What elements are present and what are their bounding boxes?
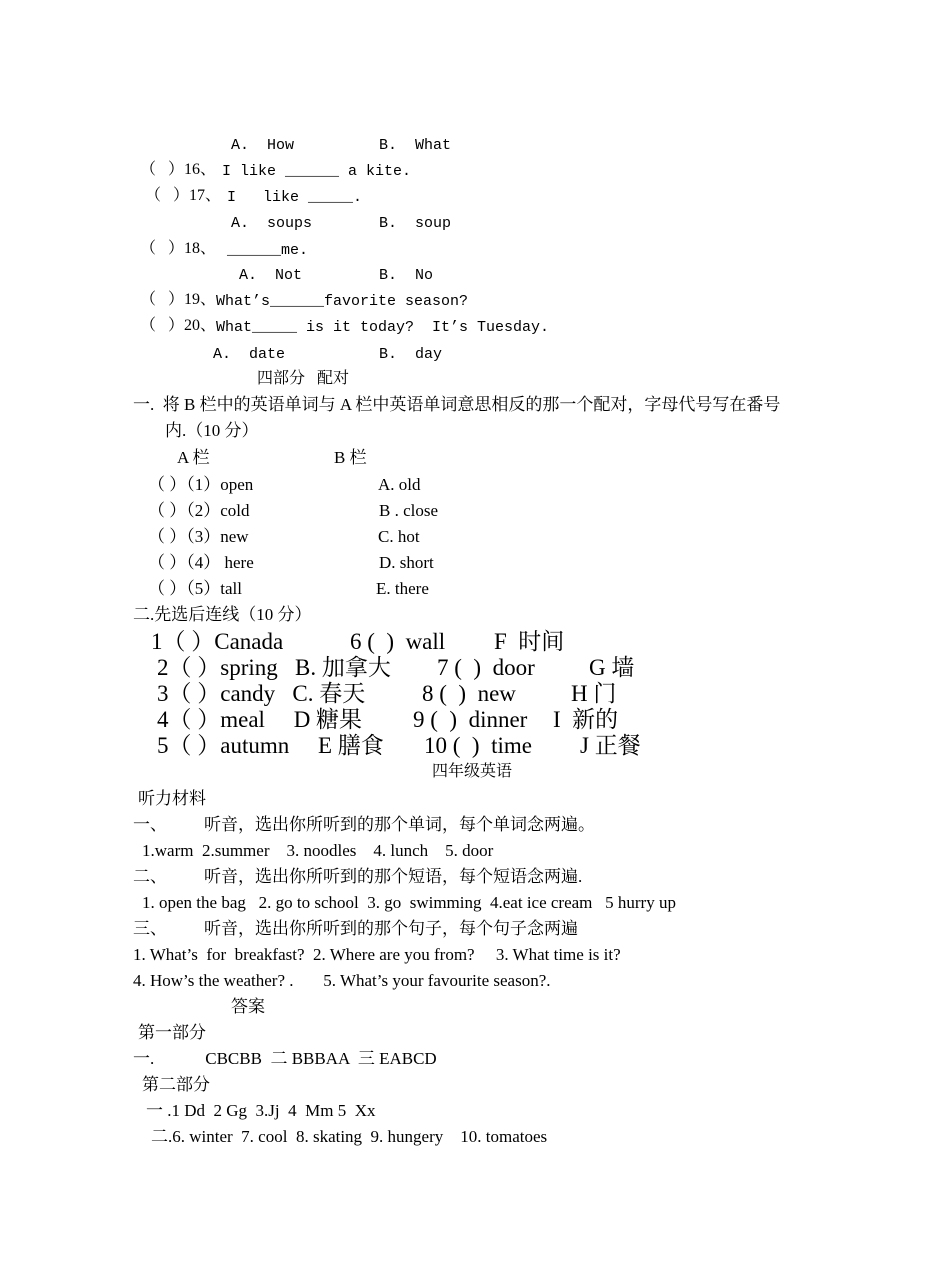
q20-option-a: A. date	[213, 346, 286, 363]
connect-row-col1: 1（ ）Canada	[151, 629, 284, 654]
listening-s3-label: 三、	[133, 919, 167, 938]
match-row-left: （ ）（3）new	[148, 527, 249, 546]
match-row-right: C. hot	[378, 527, 420, 546]
q18-text: ______me.	[209, 242, 309, 259]
listening-s1-label: 一、	[133, 815, 167, 834]
q20-paren: （ ）20、	[140, 317, 217, 334]
connect-row-col3: F 时间	[494, 629, 565, 654]
q17-option-b: B. soup	[379, 215, 452, 232]
match-row-right: D. short	[379, 553, 434, 572]
answers-part2-line1: 一 .1 Dd 2 Gg 3.Jj 4 Mm 5 Xx	[146, 1101, 376, 1120]
connect-row-col1: 2（ ）spring B. 加拿大	[157, 655, 391, 680]
connect-row-col3: J 正餐	[580, 733, 641, 758]
match-row-right: B . close	[379, 501, 439, 520]
answers-part2-line2: 二.6. winter 7. cool 8. skating 9. hungery 10. tomatoes	[151, 1127, 548, 1146]
answers-title: 答案	[231, 997, 265, 1016]
q19-paren: （ ）19、	[140, 291, 217, 308]
connect-row-col2: 8 ( ) new	[422, 681, 516, 706]
section2-heading: 二.先选后连线（10 分）	[133, 605, 312, 624]
connect-row-col3: H 门	[571, 681, 617, 706]
q19-text: What’s______favorite season?	[216, 293, 469, 310]
connect-row-col2: 10 ( ) time	[424, 733, 532, 758]
listening-s3-line2: 4. How’s the weather? . 5. What’s your favourite season?.	[133, 971, 551, 990]
match-row-left: （ ）（2）cold	[148, 501, 250, 520]
match-row-left: （ ）（5）tall	[148, 579, 242, 598]
column-b-header: B 栏	[334, 448, 367, 467]
column-a-header: A 栏	[177, 448, 210, 467]
match-row-left: （ ）（4） here	[148, 553, 254, 572]
connect-row-col1: 5（ ）autumn E 膳食	[157, 733, 384, 758]
connect-row-col2: 6 ( ) wall	[350, 629, 446, 654]
connect-row-col3: G 墙	[589, 655, 635, 680]
section1-instruction-line2: 内.（10 分）	[165, 421, 259, 440]
listening-s1-items: 1.warm 2.summer 3. noodles 4. lunch 5. door	[142, 841, 494, 860]
q20-text: What_____ is it today? It’s Tuesday.	[216, 319, 550, 336]
match-row-right: E. there	[376, 579, 429, 598]
listening-s1-text: 听音，选出你所听到的那个单词，每个单词念两遍。	[204, 815, 595, 834]
q20-option-b: B. day	[379, 346, 443, 363]
answers-part1-line: 一. CBCBB 二 BBBAA 三 EABCD	[133, 1049, 437, 1068]
connect-row-col1: 3（ ）candy C. 春天	[157, 681, 366, 706]
answers-part1-label: 第一部分	[138, 1023, 206, 1042]
listening-s2-text: 听音，选出你所听到的那个短语，每个短语念两遍.	[204, 867, 583, 886]
listening-s3-line1: 1. What’s for breakfast? 2. Where are you from? 3. What time is it?	[133, 945, 621, 964]
q17-text: I like _____.	[227, 189, 363, 206]
q15-option-b: B. What	[379, 137, 452, 154]
match-row-left: （ ）（1）open	[148, 475, 254, 494]
grade-title: 四年级英语	[432, 763, 513, 780]
connect-row-col2: 7 ( ) door	[437, 655, 535, 680]
listening-title: 听力材料	[138, 789, 206, 808]
q16-paren: （ ）16、	[140, 161, 217, 178]
answers-part2-label: 第二部分	[142, 1075, 210, 1094]
connect-row-col2: 9 ( ) dinner	[413, 707, 528, 732]
listening-s3-text: 听音，选出你所听到的那个句子，每个句子念两遍	[204, 919, 578, 938]
q16-text: I like ______ a kite.	[222, 163, 412, 180]
match-row-right: A. old	[378, 475, 421, 494]
listening-s2-items: 1. open the bag 2. go to school 3. go swimming 4.eat ice cream 5 hurry up	[142, 893, 676, 912]
connect-row-col3: I 新的	[553, 707, 619, 732]
part4-heading: 四部分 配对	[257, 370, 350, 387]
listening-s2-label: 二、	[133, 867, 167, 886]
q18-option-b: B. No	[379, 267, 434, 284]
q18-paren: （ ）18、	[140, 240, 217, 257]
q17-option-a: A. soups	[231, 215, 313, 232]
section1-instruction-line1: 一. 将 B 栏中的英语单词与 A 栏中英语单词意思相反的那一个配对，字母代号写在番号	[133, 395, 781, 414]
q17-paren: （ ）17、	[145, 187, 222, 204]
connect-row-col1: 4（ ）meal D 糖果	[157, 707, 363, 732]
q18-option-a: A. Not	[239, 267, 303, 284]
q15-option-a: A. How	[231, 137, 295, 154]
